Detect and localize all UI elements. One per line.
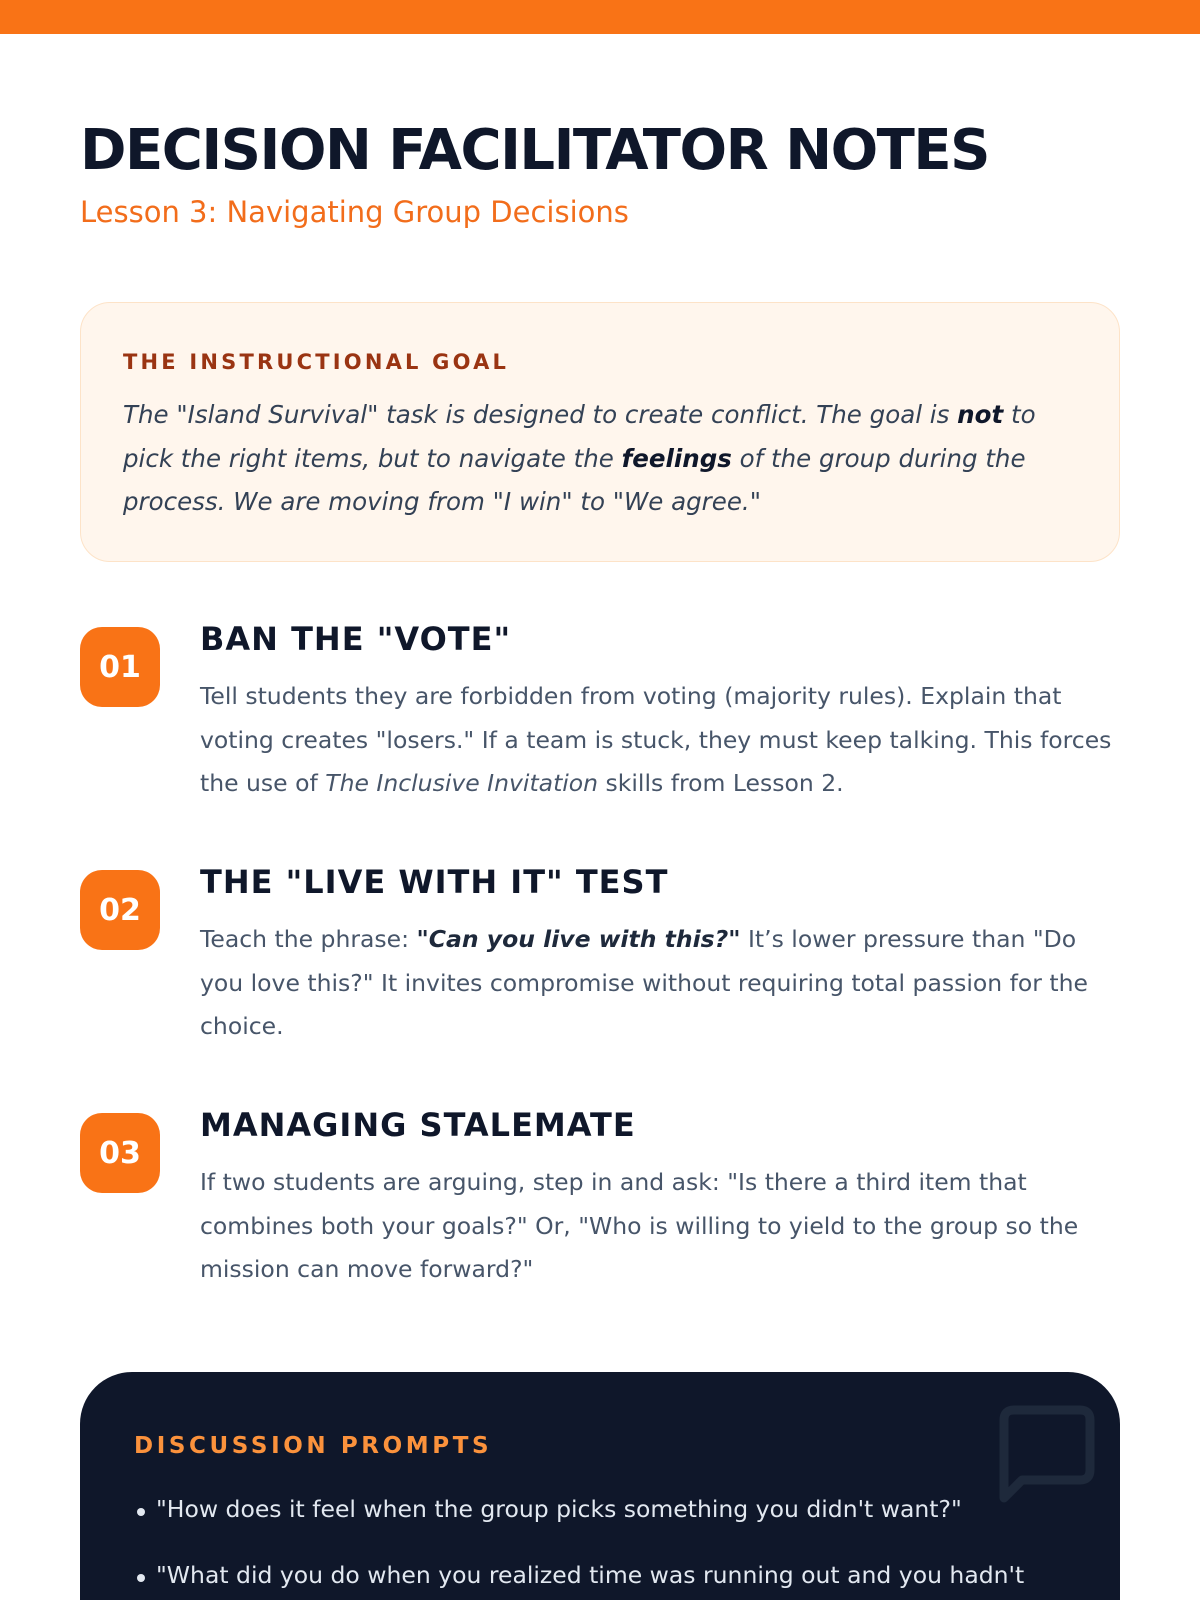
step-03 (80, 1103, 1120, 1293)
page-subtitle: Lesson 3: Navigating Group Decisions (80, 195, 629, 229)
step-number-badge: 01 (80, 627, 160, 707)
discussion-prompts-card (80, 1372, 1120, 1600)
step-title: THE "LIVE WITH IT" TEST (200, 863, 669, 901)
goal-text-part-1: The "Island Survival" task is designed to create conflict. The goal is (123, 400, 958, 429)
step-number-badge: 03 (80, 1113, 160, 1193)
step-body (200, 675, 1120, 806)
step-title: MANAGING STALEMATE (200, 1106, 636, 1144)
step-body (200, 918, 1120, 1049)
prompt-item: "What did you do when you realized time was running out and you hadn't (134, 1558, 1066, 1592)
step-body-emphasis: "Can you live with this?" (416, 925, 741, 953)
goal-bold-feelings: feelings (621, 443, 732, 473)
step-body-part-1: If two students are arguing, step in and ask: "Is there a third item that combines both your goals?" Or, "Who is willing to yield to the group so the mission can move forward?" (200, 1168, 1079, 1283)
step-body-part-2: skills from Lesson 2. (598, 769, 844, 797)
step-02 (80, 860, 1120, 1050)
prompts-heading: DISCUSSION PROMPTS (134, 1433, 493, 1459)
top-accent-bar (0, 0, 1200, 34)
goal-text-part-3: of the group during the process. We are moving from "I win" to "We agree." (123, 443, 1026, 516)
step-body-part-1: Tell students they are forbidden from voting (majority rules). Explain that voting creates "losers." If a team is stuck, they must keep talking. This forces the use of (200, 682, 1112, 797)
prompts-list (134, 1492, 1066, 1592)
step-body-italic: The Inclusive Invitation (325, 769, 599, 797)
step-number-badge: 02 (80, 870, 160, 950)
prompt-item: "How does it feel when the group picks something you didn't want?" (134, 1492, 1066, 1526)
step-body-part-2: It’s lower pressure than "Do you love this?" It invites compromise without requiring total passion for the choice. (200, 925, 1088, 1040)
page-title: DECISION FACILITATOR NOTES (80, 118, 989, 183)
goal-heading: THE INSTRUCTIONAL GOAL (123, 350, 510, 374)
goal-bold-not: not (957, 400, 1004, 429)
step-body (200, 1161, 1120, 1292)
step-title: BAN THE "VOTE" (200, 620, 512, 658)
goal-text (123, 393, 1083, 524)
step-body-part-1: Teach the phrase: (200, 925, 417, 953)
goal-text-part-2: to pick the right items, but to navigate the (123, 400, 1036, 473)
step-01 (80, 617, 1120, 807)
instructional-goal-card (80, 302, 1120, 562)
